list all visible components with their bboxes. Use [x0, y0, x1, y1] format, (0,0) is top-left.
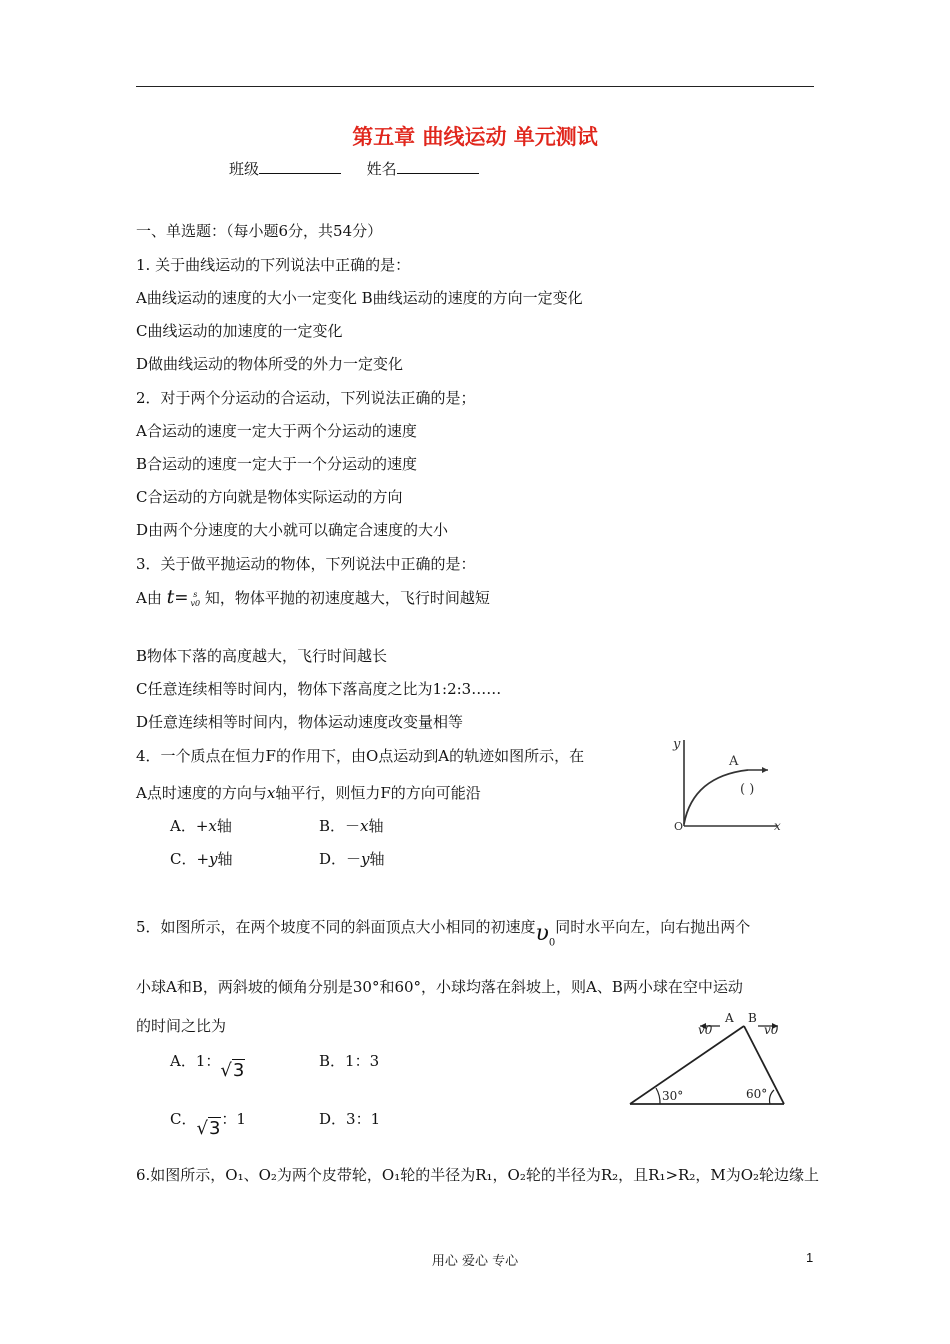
q3-option-a: A由 t= s v0 知，物体平抛的初速度越大，飞行时间越短: [136, 586, 490, 608]
angle-60-label: 60°: [746, 1087, 768, 1101]
q3-option-b: B物体下落的高度越大，飞行时间越长: [136, 647, 388, 665]
page-footer: 用心 爱心 专心: [431, 1254, 519, 1269]
q5-option-c: C．√3：1: [170, 1110, 246, 1139]
sqrt-3: √3: [220, 1060, 245, 1081]
class-label: 班级: [229, 160, 260, 178]
sqrt-3: √3: [196, 1118, 221, 1139]
name-label: 姓名: [366, 160, 397, 178]
fig-o-label: O: [674, 820, 684, 833]
q4-option-c: C．+y轴: [170, 850, 233, 868]
fig-y-label: y: [673, 737, 681, 752]
q4-stem-line1: 4．一个质点在恒力F的作用下，由O点运动到A的轨迹如图所示，在: [136, 747, 585, 765]
q1-options-ab: A曲线运动的速度的大小一定变化 B曲线运动的速度的方向一定变化: [136, 289, 583, 307]
fig-a-label: A: [729, 754, 739, 769]
q4-option-b: B．－x轴: [319, 817, 384, 835]
q5-option-a: A．1：√3: [170, 1052, 245, 1081]
q4-option-a: A．+x轴: [170, 817, 232, 835]
q2-option-c: C合运动的方向就是物体实际运动的方向: [136, 488, 403, 506]
q2-stem: 2．对于两个分运动的合运动，下列说法正确的是；: [136, 389, 476, 407]
formula-t: t: [166, 586, 175, 608]
q3-option-c: C任意连续相等时间内，物体下落高度之比为1:2:3……: [136, 680, 502, 698]
q5-stem-line3: 的时间之比为: [136, 1017, 227, 1035]
q5-stem-line1: 5．如图所示，在两个坡度不同的斜面顶点大小相同的初速度$\upsilon_0$同时水平向左，向右抛出两个: [136, 918, 751, 949]
q5-slope-figure: [624, 1004, 792, 1108]
page-number: 1: [806, 1250, 814, 1265]
q1-option-c: C曲线运动的加速度的一定变化: [136, 322, 343, 340]
section-heading: 一、单选题：（每小题6分，共54分）: [136, 222, 383, 240]
q3-option-d: D任意连续相等时间内，物体运动速度改变量相等: [136, 713, 464, 731]
q2-option-d: D由两个分速度的大小就可以确定合速度的大小: [136, 521, 449, 539]
v0-symbol: $\upsilon_0$: [535, 921, 556, 949]
name-blank[interactable]: [397, 158, 479, 174]
ball-b-label: B: [748, 1011, 757, 1025]
q5-option-b: B．1：3: [319, 1052, 380, 1070]
student-info: [229, 158, 479, 179]
q5-option-d: D．3：1: [319, 1110, 381, 1128]
q4-trajectory-figure: [660, 732, 788, 834]
formula-fraction: s v0: [190, 590, 201, 608]
q2-option-b: B合运动的速度一定大于一个分运动的速度: [136, 455, 418, 473]
v0-left-label: v0: [698, 1023, 713, 1037]
q4-stem-line2: A点时速度的方向与x轴平行，则恒力F的方向可能沿: [136, 784, 481, 802]
v0-right-label: v0: [764, 1023, 779, 1037]
answer-paren: ( ): [740, 782, 755, 797]
page-title: 第五章 曲线运动 单元测试: [352, 124, 598, 149]
q2-option-a: A合运动的速度一定大于两个分运动的速度: [136, 422, 417, 440]
header-rule: [136, 86, 814, 87]
q5-stem-line2: 小球A和B，两斜坡的倾角分别是30°和60°，小球均落在斜坡上，则A、B两小球在空中运动: [136, 978, 743, 996]
q3-stem: 3．关于做平抛运动的物体，下列说法中正确的是：: [136, 555, 476, 573]
q1-stem: 1. 关于曲线运动的下列说法中正确的是：: [136, 256, 411, 274]
class-blank[interactable]: [259, 158, 341, 174]
q6-stem: 6.如图所示，O₁、O₂为两个皮带轮，O₁轮的半径为R₁，O₂轮的半径为R₂，且R₁>R₂，M为O₂轮边缘上: [136, 1166, 820, 1184]
ball-a-label: A: [725, 1011, 734, 1025]
angle-30-label: 30°: [662, 1089, 684, 1103]
q1-option-d: D做曲线运动的物体所受的外力一定变化: [136, 355, 404, 373]
q4-option-d: D．－y轴: [319, 850, 385, 868]
fig-x-label: x: [774, 819, 781, 833]
